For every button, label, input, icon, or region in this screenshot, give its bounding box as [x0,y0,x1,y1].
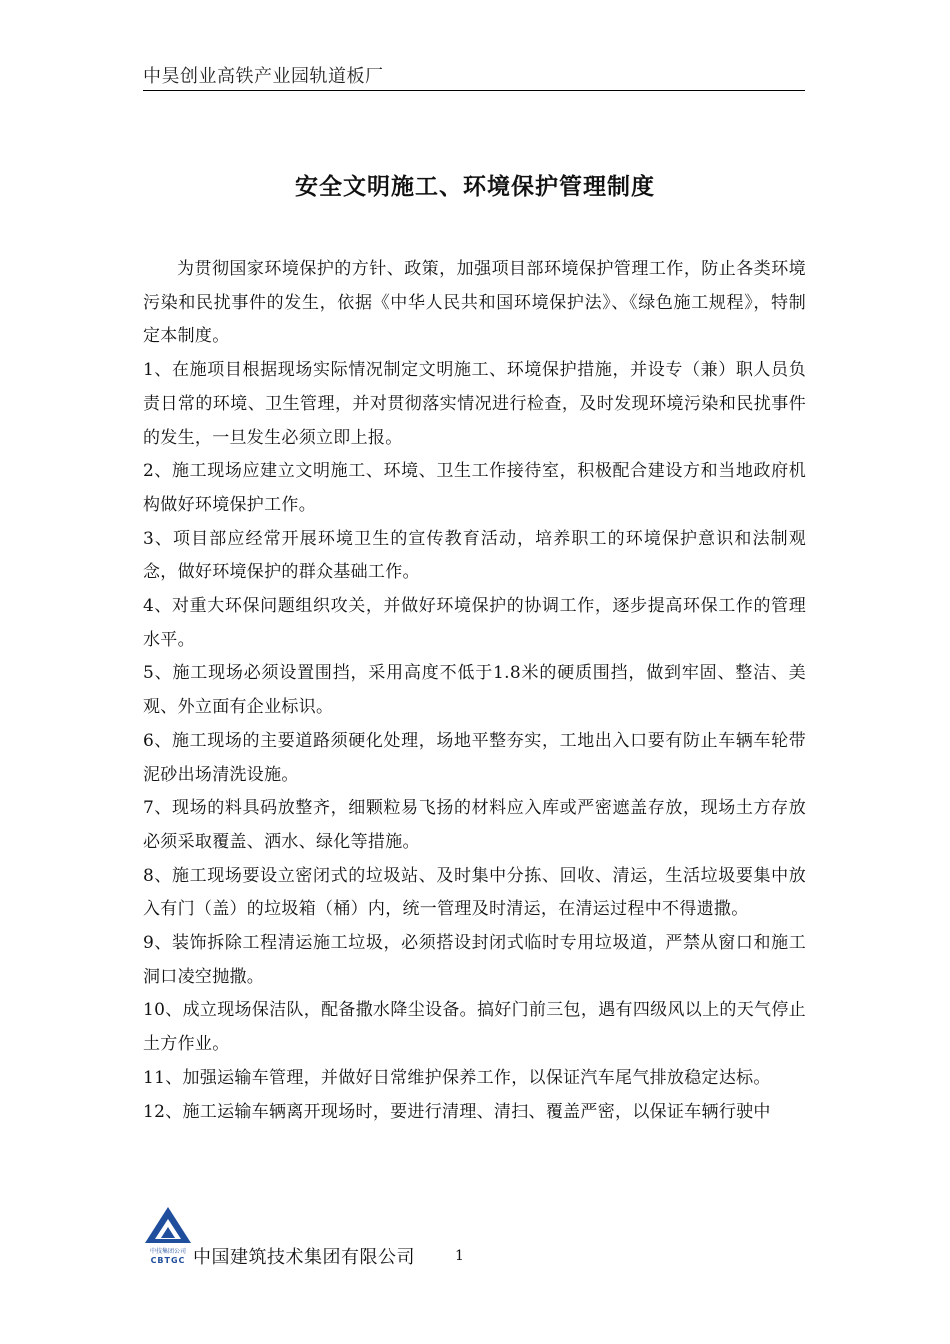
footer-company-name: 中国建筑技术集团有限公司 [193,1247,415,1268]
document-title: 安全文明施工、环境保护管理制度 [295,173,655,200]
company-logo-icon [143,1205,193,1267]
clause-8: 8、施工现场要设立密闭式的垃圾站、及时集中分拣、回收、清运，生活垃圾要集中放入有门（盖）的垃圾箱（桶）内，统一管理及时清运，在清运过程中不得遗撒。 [143,865,806,920]
svg-text:CBTGC: CBTGC [150,1256,186,1265]
page-header: 中昊创业高铁产业园轨道板厂 [143,66,384,87]
svg-text:中技集团公司: 中技集团公司 [149,1248,187,1255]
clause-1: 1、在施项目根据现场实际情况制定文明施工、环境保护措施，并设专（兼）职人员负责日常的环境、卫生管理，并对贯彻落实情况进行检查，及时发现环境污染和民扰事件的发生，一旦发生必须立即上报。 [143,360,806,448]
clause-3: 3、项目部应经常开展环境卫生的宣传教育活动，培养职工的环境保护意识和法制观念，做好环境保护的群众基础工作。 [143,528,806,583]
clause-4: 4、对重大环保问题组织攻关，并做好环境保护的协调工作，逐步提高环保工作的管理水平。 [143,596,806,650]
header-rule [143,90,805,91]
clause-5: 5、施工现场必须设置围挡，采用高度不低于1.8米的硬质围挡，做到牢固、整洁、美观、外立面有企业标识。 [143,663,806,718]
clause-10: 10、成立现场保洁队，配备撒水降尘设备。搞好门前三包，遇有四级风以上的天气停止土方作业。 [143,1000,806,1055]
clause-2: 2、施工现场应建立文明施工、环境、卫生工作接待室，积极配合建设方和当地政府机构做好环境保护工作。 [143,461,806,515]
document-body [143,253,806,1129]
clause-7: 7、现场的料具码放整齐，细颗粒易飞扬的材料应入库或严密遮盖存放，现场土方存放必须采取覆盖、洒水、绿化等措施。 [143,798,806,852]
clause-9: 9、装饰拆除工程清运施工垃圾，必须搭设封闭式临时专用垃圾道，严禁从窗口和施工洞口凌空抛撒。 [143,933,806,987]
intro-paragraph: 为贯彻国家环境保护的方针、政策，加强项目部环境保护管理工作，防止各类环境污染和民扰事件的发生，依据《中华人民共和国环境保护法》、《绿色施工规程》，特制定本制度。 [143,259,806,347]
clause-11: 11、加强运输车管理，并做好日常维护保养工作，以保证汽车尾气排放稳定达标。 [143,1067,771,1088]
page-number: 1 [455,1248,464,1264]
clause-12: 12、施工运输车辆离开现场时，要进行清理、清扫、覆盖严密，以保证车辆行驶中 [143,1101,771,1122]
clause-6: 6、施工现场的主要道路须硬化处理，场地平整夯实，工地出入口要有防止车辆车轮带泥砂出场清洗设施。 [143,730,806,785]
